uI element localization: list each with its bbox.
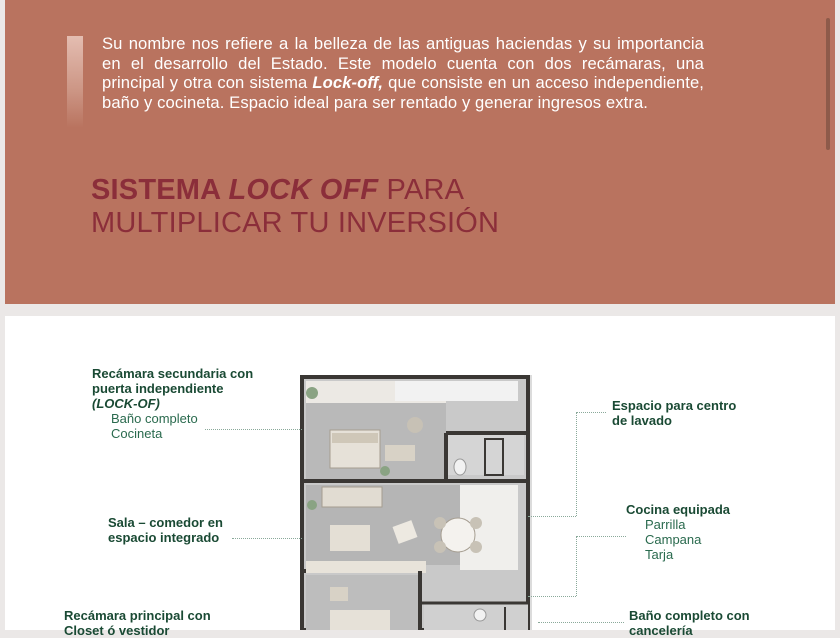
label-secondary-bedroom-title-2: puerta independiente xyxy=(92,381,224,396)
label-full-bath-title-2: cancelería xyxy=(629,623,693,638)
headline-line-2: MULTIPLICAR TU INVERSIÓN xyxy=(91,207,500,239)
intro-emphasis: Lock-off, xyxy=(312,73,384,93)
label-master-bedroom xyxy=(64,608,211,638)
label-full-bath xyxy=(629,608,750,638)
label-secondary-bedroom-title-1: Recámara secundaria con xyxy=(92,366,254,381)
leader-kitchen-h2 xyxy=(528,596,576,597)
label-kitchen-item-grill: Parrilla xyxy=(645,517,686,532)
label-kitchen xyxy=(626,502,730,562)
intro-text-2: que consiste en un acceso independiente, baño y cocineta. Espacio ideal para ser rentado y generar ingresos extra. xyxy=(102,73,704,112)
label-kitchen-item-hood: Campana xyxy=(645,532,702,547)
leader-bath xyxy=(538,622,624,623)
accent-bar xyxy=(67,36,83,128)
label-laundry-title-1: Espacio para centro xyxy=(612,398,737,413)
scrollbar-thumb[interactable] xyxy=(826,18,830,150)
label-secondary-bedroom xyxy=(92,366,253,441)
label-master-bedroom-title-1: Recámara principal con xyxy=(64,608,211,623)
label-living xyxy=(108,515,223,545)
label-kitchen-title: Cocina equipada xyxy=(626,502,731,517)
leader-laundry-v xyxy=(576,412,577,516)
label-laundry-title-2: de lavado xyxy=(612,413,672,428)
leader-laundry-h2 xyxy=(528,516,576,517)
headline-word-lock-off: LOCK OFF xyxy=(228,174,379,206)
label-laundry xyxy=(612,398,736,428)
intro-paragraph xyxy=(102,34,704,112)
label-secondary-bedroom-lockof: (LOCK-OF) xyxy=(92,396,160,411)
leader-kitchen-v xyxy=(576,536,577,596)
intro-text-1: Su nombre nos refiere a la belleza de las antiguas haciendas y su importancia en el desarrollo del Estado. Este modelo cuenta con dos recámaras, una principal y otra con sistema xyxy=(102,34,704,93)
label-kitchen-item-sink: Tarja xyxy=(645,547,674,562)
leader-living xyxy=(232,538,302,539)
label-master-bedroom-title-2: Closet ó vestidor xyxy=(64,623,170,638)
label-secondary-bedroom-item-kitchenette: Cocineta xyxy=(111,426,163,441)
label-living-title-1: Sala – comedor en xyxy=(108,515,223,530)
headline xyxy=(91,174,499,240)
headline-word-sistema: SISTEMA xyxy=(91,174,229,206)
leader-kitchen-h1 xyxy=(576,536,626,537)
headline-word-para: PARA xyxy=(378,174,465,206)
label-living-title-2: espacio integrado xyxy=(108,530,220,545)
leader-laundry-h1 xyxy=(576,412,606,413)
label-secondary-bedroom-item-bath: Baño completo xyxy=(111,411,198,426)
label-full-bath-title-1: Baño completo con xyxy=(629,608,750,623)
floorplan-image xyxy=(300,375,532,630)
